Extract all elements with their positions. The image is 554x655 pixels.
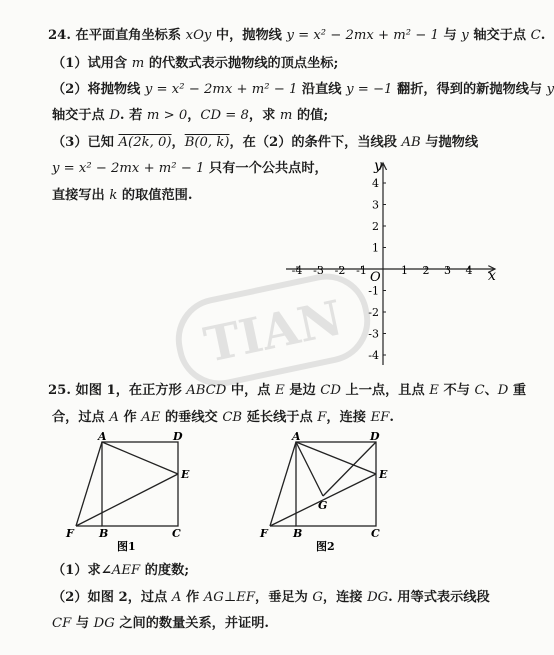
q25-part2-line2: CF 与 DG 之间的数量关系，并证明. (52, 616, 269, 631)
q24-part3-line3: 直接写出 k 的取值范围. (52, 188, 193, 203)
fig1-caption: 图1 (117, 540, 136, 553)
q25-line1: 25. 如图 1，在正方形 ABCD 中，点 E 是边 CD 上一点，且点 E 不与 C、D 重 (48, 383, 527, 398)
fig2-label-D: D (370, 430, 380, 443)
x-tick-label: -1 (356, 264, 367, 277)
fig2-caption: 图2 (316, 540, 335, 553)
fig2-label-A: A (292, 430, 301, 443)
y-tick-label: 4 (372, 177, 379, 190)
y-tick-label: -3 (368, 327, 379, 341)
fig2-label-B: B (293, 527, 303, 540)
x-tick-label: 1 (401, 264, 408, 277)
figure-2 (256, 432, 396, 552)
fig1-label-F: F (66, 527, 74, 540)
fig1-label-D: D (173, 430, 183, 443)
fig1-label-B: B (99, 527, 109, 540)
svg-text:TIAN: TIAN (199, 290, 348, 374)
fig2-label-G: G (318, 499, 328, 512)
q24-part1: （1）试用含 m 的代数式表示抛物线的顶点坐标; (52, 56, 339, 71)
q24-part3-line2: y = x² − 2mx + m² − 1 只有一个公共点时， (52, 161, 328, 176)
watermark-stamp (168, 270, 378, 390)
fig2-label-C: C (371, 527, 380, 540)
q24-part2-line1: （2）将抛物线 y = x² − 2mx + m² − 1 沿直线 y = −1 翻折，得到的新抛物线与 y (52, 82, 554, 97)
y-tick-label: 2 (372, 220, 379, 233)
x-tick-label: 3 (444, 264, 451, 277)
q25-part1: （1）求∠AEF 的度数; (52, 563, 190, 578)
q24-stem: 24. 在平面直角坐标系 xOy 中，抛物线 y = x² − 2mx + m² − 1 与 y 轴交于点 C. (48, 28, 546, 43)
y-tick-label: 1 (372, 241, 379, 255)
y-tick-label: 3 (372, 198, 379, 212)
x-tick-label: -2 (334, 264, 346, 277)
fig2-label-E: E (379, 468, 388, 481)
fig1-label-C: C (172, 527, 181, 540)
figure-1 (62, 432, 202, 552)
y-tick-label: -1 (368, 284, 379, 298)
q24-part3-line1: （3）已知 A(2k, 0)，B(0, k)，在（2）的条件下，当线段 AB 与抛物线 (52, 135, 479, 150)
fig1-label-A: A (98, 430, 107, 443)
y-axis-label: y (374, 158, 382, 174)
y-tick-label: -2 (368, 306, 379, 319)
origin-label: O (370, 270, 381, 285)
y-tick-label: -4 (368, 349, 379, 362)
q25-part2-line1: （2）如图 2，过点 A 作 AG⊥EF，垂足为 G，连接 DG. 用等式表示线段 (52, 590, 490, 605)
x-tick-label: -3 (313, 264, 324, 277)
x-tick-label: -4 (291, 264, 303, 277)
fig2-label-F: F (260, 527, 268, 540)
x-tick-label: 4 (465, 264, 473, 277)
q25-line2: 合，过点 A 作 AE 的垂线交 CB 延长线于点 F，连接 EF. (52, 410, 394, 425)
q24-part2-line2: 轴交于点 D. 若 m > 0，CD = 8，求 m 的值; (52, 108, 329, 123)
x-axis-label: x (488, 268, 496, 284)
x-tick-label: 2 (422, 264, 430, 277)
fig1-label-E: E (181, 468, 190, 481)
